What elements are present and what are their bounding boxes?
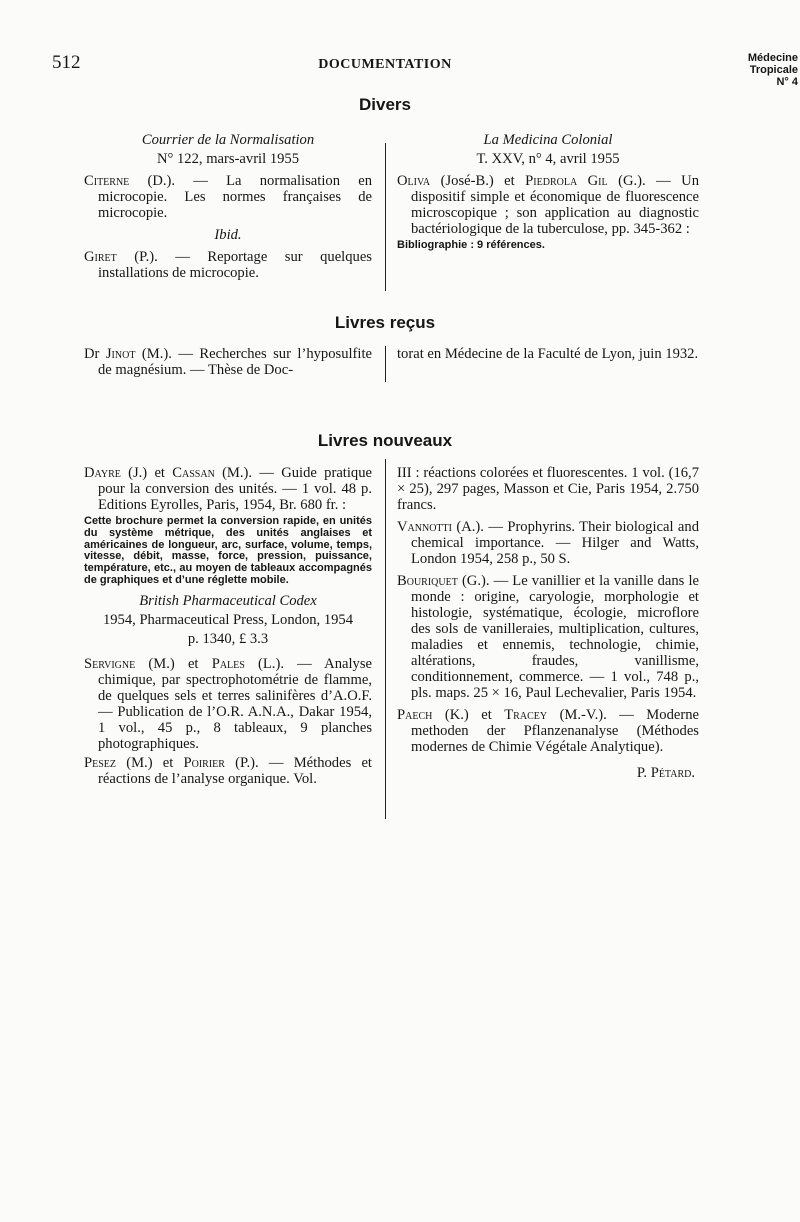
entry-author: Cassan: [172, 465, 215, 481]
entry-text: (D.). — La normalisation en microcopie. Les normes françaises de microcopie.: [98, 173, 372, 221]
livres-recus-right-column: [397, 346, 699, 362]
journal-corner-label: [748, 52, 798, 88]
journal-title: Courrier de la Normalisation: [141, 132, 315, 148]
ibid-label: Ibid.: [214, 227, 242, 243]
bibliography-entry: [84, 346, 372, 378]
bibliography-note: Cette brochure permet la conversion rapide, en unités du système métrique, des unités anglaises et américaines de longueur, arc, surface, volume, temps, vitesse, débit, masse, force, pression, puissance, température, etc., au moyen de tableaux accompagnés de graphiques et d’une réglette mobile.: [84, 515, 372, 586]
bibliography-note: Bibliographie : 9 références.: [397, 239, 545, 251]
column-divider: [385, 459, 386, 819]
entry-text: (José-B.) et: [430, 173, 526, 189]
corner-line-1: Médecine: [747, 52, 798, 64]
entry-author: Poirier: [183, 754, 225, 771]
bibliography-entry: [397, 707, 699, 755]
entry-continuation: torat en Médecine de la Faculté de Lyon, juin 1932.: [397, 346, 699, 362]
section-heading-livres-recus: Livres reçus: [334, 313, 436, 332]
entry-prefix: Dr: [84, 346, 106, 362]
bibliography-entry: [84, 249, 372, 281]
livres-nouveaux-right-column: [397, 465, 699, 781]
bibliography-entry: [84, 656, 372, 752]
page-number: 512: [52, 52, 81, 73]
entry-text: (K.) et: [432, 707, 505, 723]
entry-text: (M.) et: [116, 754, 184, 771]
book-details: p. 1340, £ 3.3: [187, 630, 269, 647]
entry-text: (A.). — Prophyrins. Their biological and chemical importance. — Hilger and Watts, London 1954, 258 p., 50 S.: [411, 519, 699, 567]
bibliography-entry: [397, 573, 699, 701]
bibliography-entry: [84, 465, 372, 513]
divers-left-column: [84, 132, 372, 281]
running-header: DOCUMENTATION: [318, 57, 452, 72]
entry-author: Pales: [211, 655, 245, 672]
section-heading-livres-nouveaux: Livres nouveaux: [317, 431, 453, 450]
bibliography-entry: [84, 173, 372, 221]
bibliography-entry: [397, 519, 699, 567]
entry-author: Vannotti: [397, 519, 452, 535]
corner-line-2: Tropicale: [749, 64, 798, 76]
livres-nouveaux-left-column: [84, 465, 372, 787]
entry-text: (J.) et: [120, 465, 173, 481]
entry-text: (M.) et: [135, 655, 212, 672]
entry-text: (P.). — Méthodes et réactions de l’analyse organique. Vol.: [98, 754, 372, 787]
entry-text: (M.). — Guide pratique pour la conversion des unités. — 1 vol. 48 p. Editions Eyrolles, Paris, 1954, Br. 680 fr. :: [98, 465, 372, 513]
book-details: 1954, Pharmaceutical Press, London, 1954: [102, 611, 354, 628]
entry-author: Citerne: [84, 173, 130, 189]
column-divider: [385, 346, 386, 382]
bibliography-entry: [84, 755, 372, 787]
entry-text: (M.-V.). — Moderne methoden der Pflanzenanalyse (Méthodes modernes de Chimie Végétale Analytique).: [411, 707, 699, 755]
entry-author: Dayre: [84, 465, 121, 481]
entry-continuation: III : réactions colorées et fluorescentes. 1 vol. (16,7 × 25), 297 pages, Masson et Cie, Paris 1954, 2.750 francs.: [397, 465, 699, 513]
entry-author: Paech: [397, 707, 433, 723]
column-divider: [385, 143, 386, 291]
entry-author: Pesez: [84, 754, 117, 771]
bibliography-entry: [397, 173, 699, 237]
entry-text: (L.). — Analyse chimique, par spectrophotométrie de flamme, de quelques sels et terres salinifères d’A.O.F. — Publication de l’O.R. A.N.A., Dakar 1954, 1 vol., 45 p., 8 tableaux, 9 planches photographiques.: [98, 655, 372, 752]
entry-author: Tracey: [504, 707, 548, 723]
entry-author: Giret: [84, 249, 117, 265]
signature: P. Pétard.: [636, 765, 695, 781]
entry-text: (M.). — Recherches sur l’hyposulfite de magnésium. — Thèse de Doc-: [98, 346, 372, 378]
entry-author: Jinot: [105, 346, 136, 362]
entry-author: Bouriquet: [397, 573, 458, 589]
entry-author: Oliva: [397, 173, 431, 189]
livres-recus-left-column: [84, 346, 372, 378]
entry-text: (G.). — Un dispositif simple et économique de fluorescence microscopique ; son application au diagnostic bactériologique de la tuberculose, pp. 345-362 :: [411, 173, 700, 237]
journal-title: La Medicina Colonial: [483, 132, 613, 148]
entry-author: Servigne: [84, 655, 136, 672]
section-heading-divers: Divers: [359, 95, 411, 114]
entry-text: (G.). — Le vanillier et la vanille dans le monde : origine, caryologie, morphologie et histologie, systématique, écologie, microflore des sols de vanilleraies, multiplication, cultures, maladies et ennemis, technologie, chimie, altérations, fraudes, vanillisme, conditionnement, commerce. — 1 vol., 748 p., pls. maps. 25 × 16, Paul Lechevalier, Paris 1954.: [411, 573, 699, 701]
corner-line-3: N° 4: [776, 76, 798, 88]
entry-author: Piedrola Gil: [525, 173, 608, 189]
entry-text: (P.). — Reportage sur quelques installations de microcopie.: [98, 249, 372, 281]
journal-issue: N° 122, mars-avril 1955: [156, 151, 300, 167]
divers-right-column: [397, 132, 699, 252]
journal-issue: T. XXV, n° 4, avril 1955: [476, 151, 620, 167]
book-title: British Pharmaceutical Codex: [139, 592, 317, 609]
